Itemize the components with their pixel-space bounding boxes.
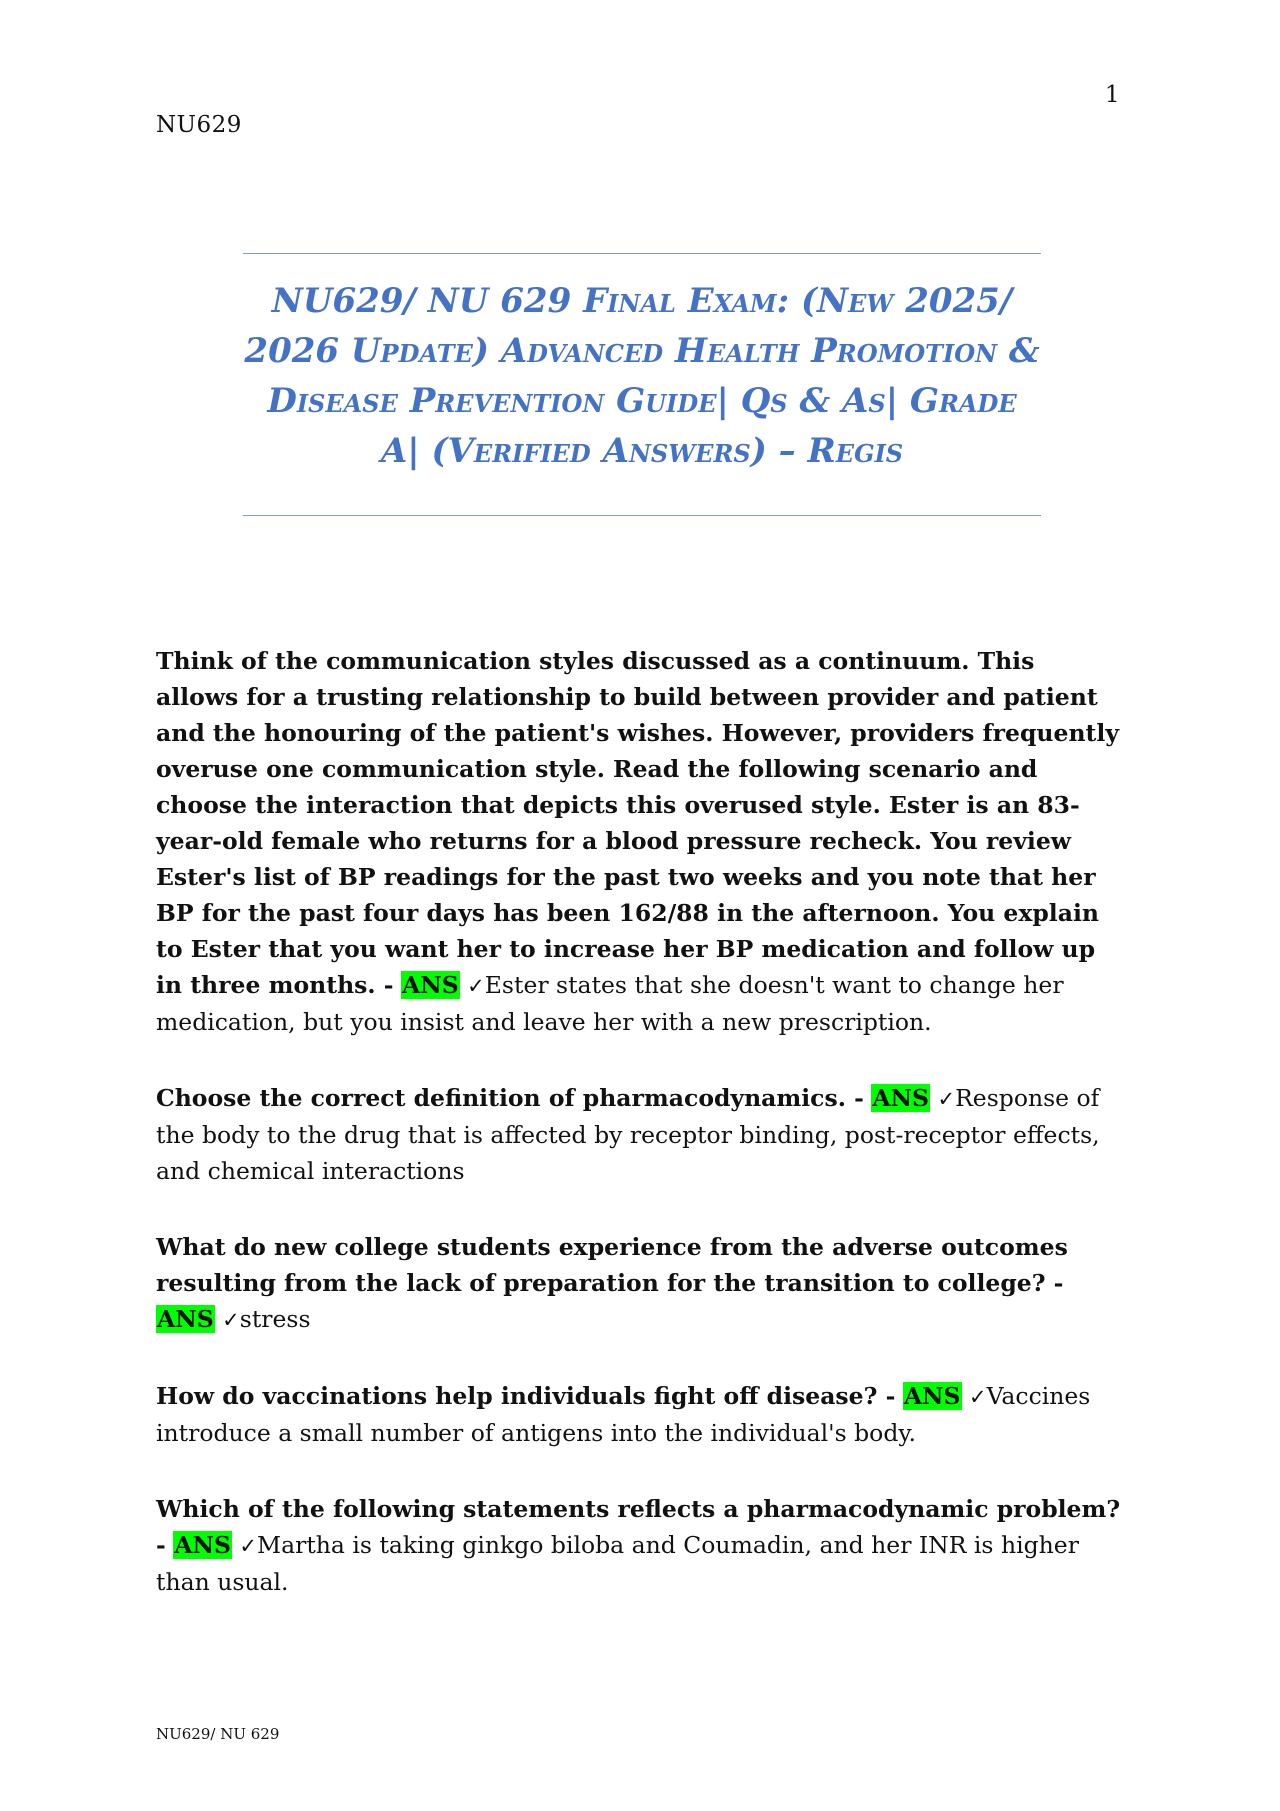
qa-item	[156, 1378, 1124, 1451]
answer-text: Response of the body to the drug that is affected by receptor binding, post-receptor effects, and chemical interactions	[156, 1084, 1100, 1185]
answer-text: stress	[239, 1305, 311, 1333]
ans-highlight: ANS	[903, 1382, 961, 1410]
qa-item	[156, 643, 1124, 1040]
title-block	[243, 253, 1041, 516]
ans-highlight: ANS	[872, 1084, 930, 1112]
answer-text: Vaccines introduce a small number of antigens into the individual's body.	[156, 1382, 1091, 1447]
question-text: What do new college students experience from the adverse outcomes resulting from the lack of preparation for the transition to college? -	[156, 1233, 1068, 1297]
ans-highlight: ANS	[402, 971, 459, 999]
ans-highlight: ANS	[174, 1531, 231, 1559]
ans-highlight: ANS	[157, 1305, 214, 1333]
qa-item	[156, 1229, 1124, 1338]
question-text: Think of the communication styles discussed as a continuum. This allows for a trusting relationship to build between provider and patient and the honouring of the patient's wishes. However, providers frequently overuse one communication style. Read the following scenario and choose the interaction that depicts this overused style. Ester is an 83-year-old female who returns for a blood pressure recheck. You review Ester's list of BP readings for the past two weeks and you note that her BP for the past four days has been 162/88 in the afternoon. You explain to Ester that you want her to increase her BP medication and follow up in three months. -	[156, 647, 1119, 999]
check-icon: ✓	[937, 1087, 956, 1111]
document-title: NU629/ NU 629 Final Exam: (New 2025/ 2026 Update) Advanced Health Promotion & Disease Prevention Guide| Qs & As| Grade A| (Verified Answers) – Regis	[244, 281, 1040, 471]
course-header: NU629	[156, 112, 242, 138]
check-icon: ✓	[239, 1534, 258, 1558]
check-icon: ✓	[467, 974, 485, 998]
page-footer: NU629/ NU 629	[156, 1725, 280, 1743]
answer-text: Martha is taking ginkgo biloba and Coumadin, and her INR is higher than usual.	[156, 1531, 1079, 1596]
answer-text: Ester states that she doesn't want to change her medication, but you insist and leave her with a new prescription.	[156, 971, 1064, 1036]
question-text: Choose the correct definition of pharmacodynamics. -	[156, 1084, 864, 1112]
question-text: How do vaccinations help individuals fight off disease? -	[156, 1382, 896, 1410]
check-icon: ✓	[222, 1308, 240, 1332]
question-text: Which of the following statements reflects a pharmacodynamic problem? -	[156, 1495, 1121, 1559]
qa-item	[156, 1491, 1124, 1600]
check-icon: ✓	[968, 1385, 987, 1409]
qa-list	[156, 643, 1124, 1640]
page-number: 1	[1105, 82, 1120, 108]
qa-item	[156, 1080, 1124, 1189]
